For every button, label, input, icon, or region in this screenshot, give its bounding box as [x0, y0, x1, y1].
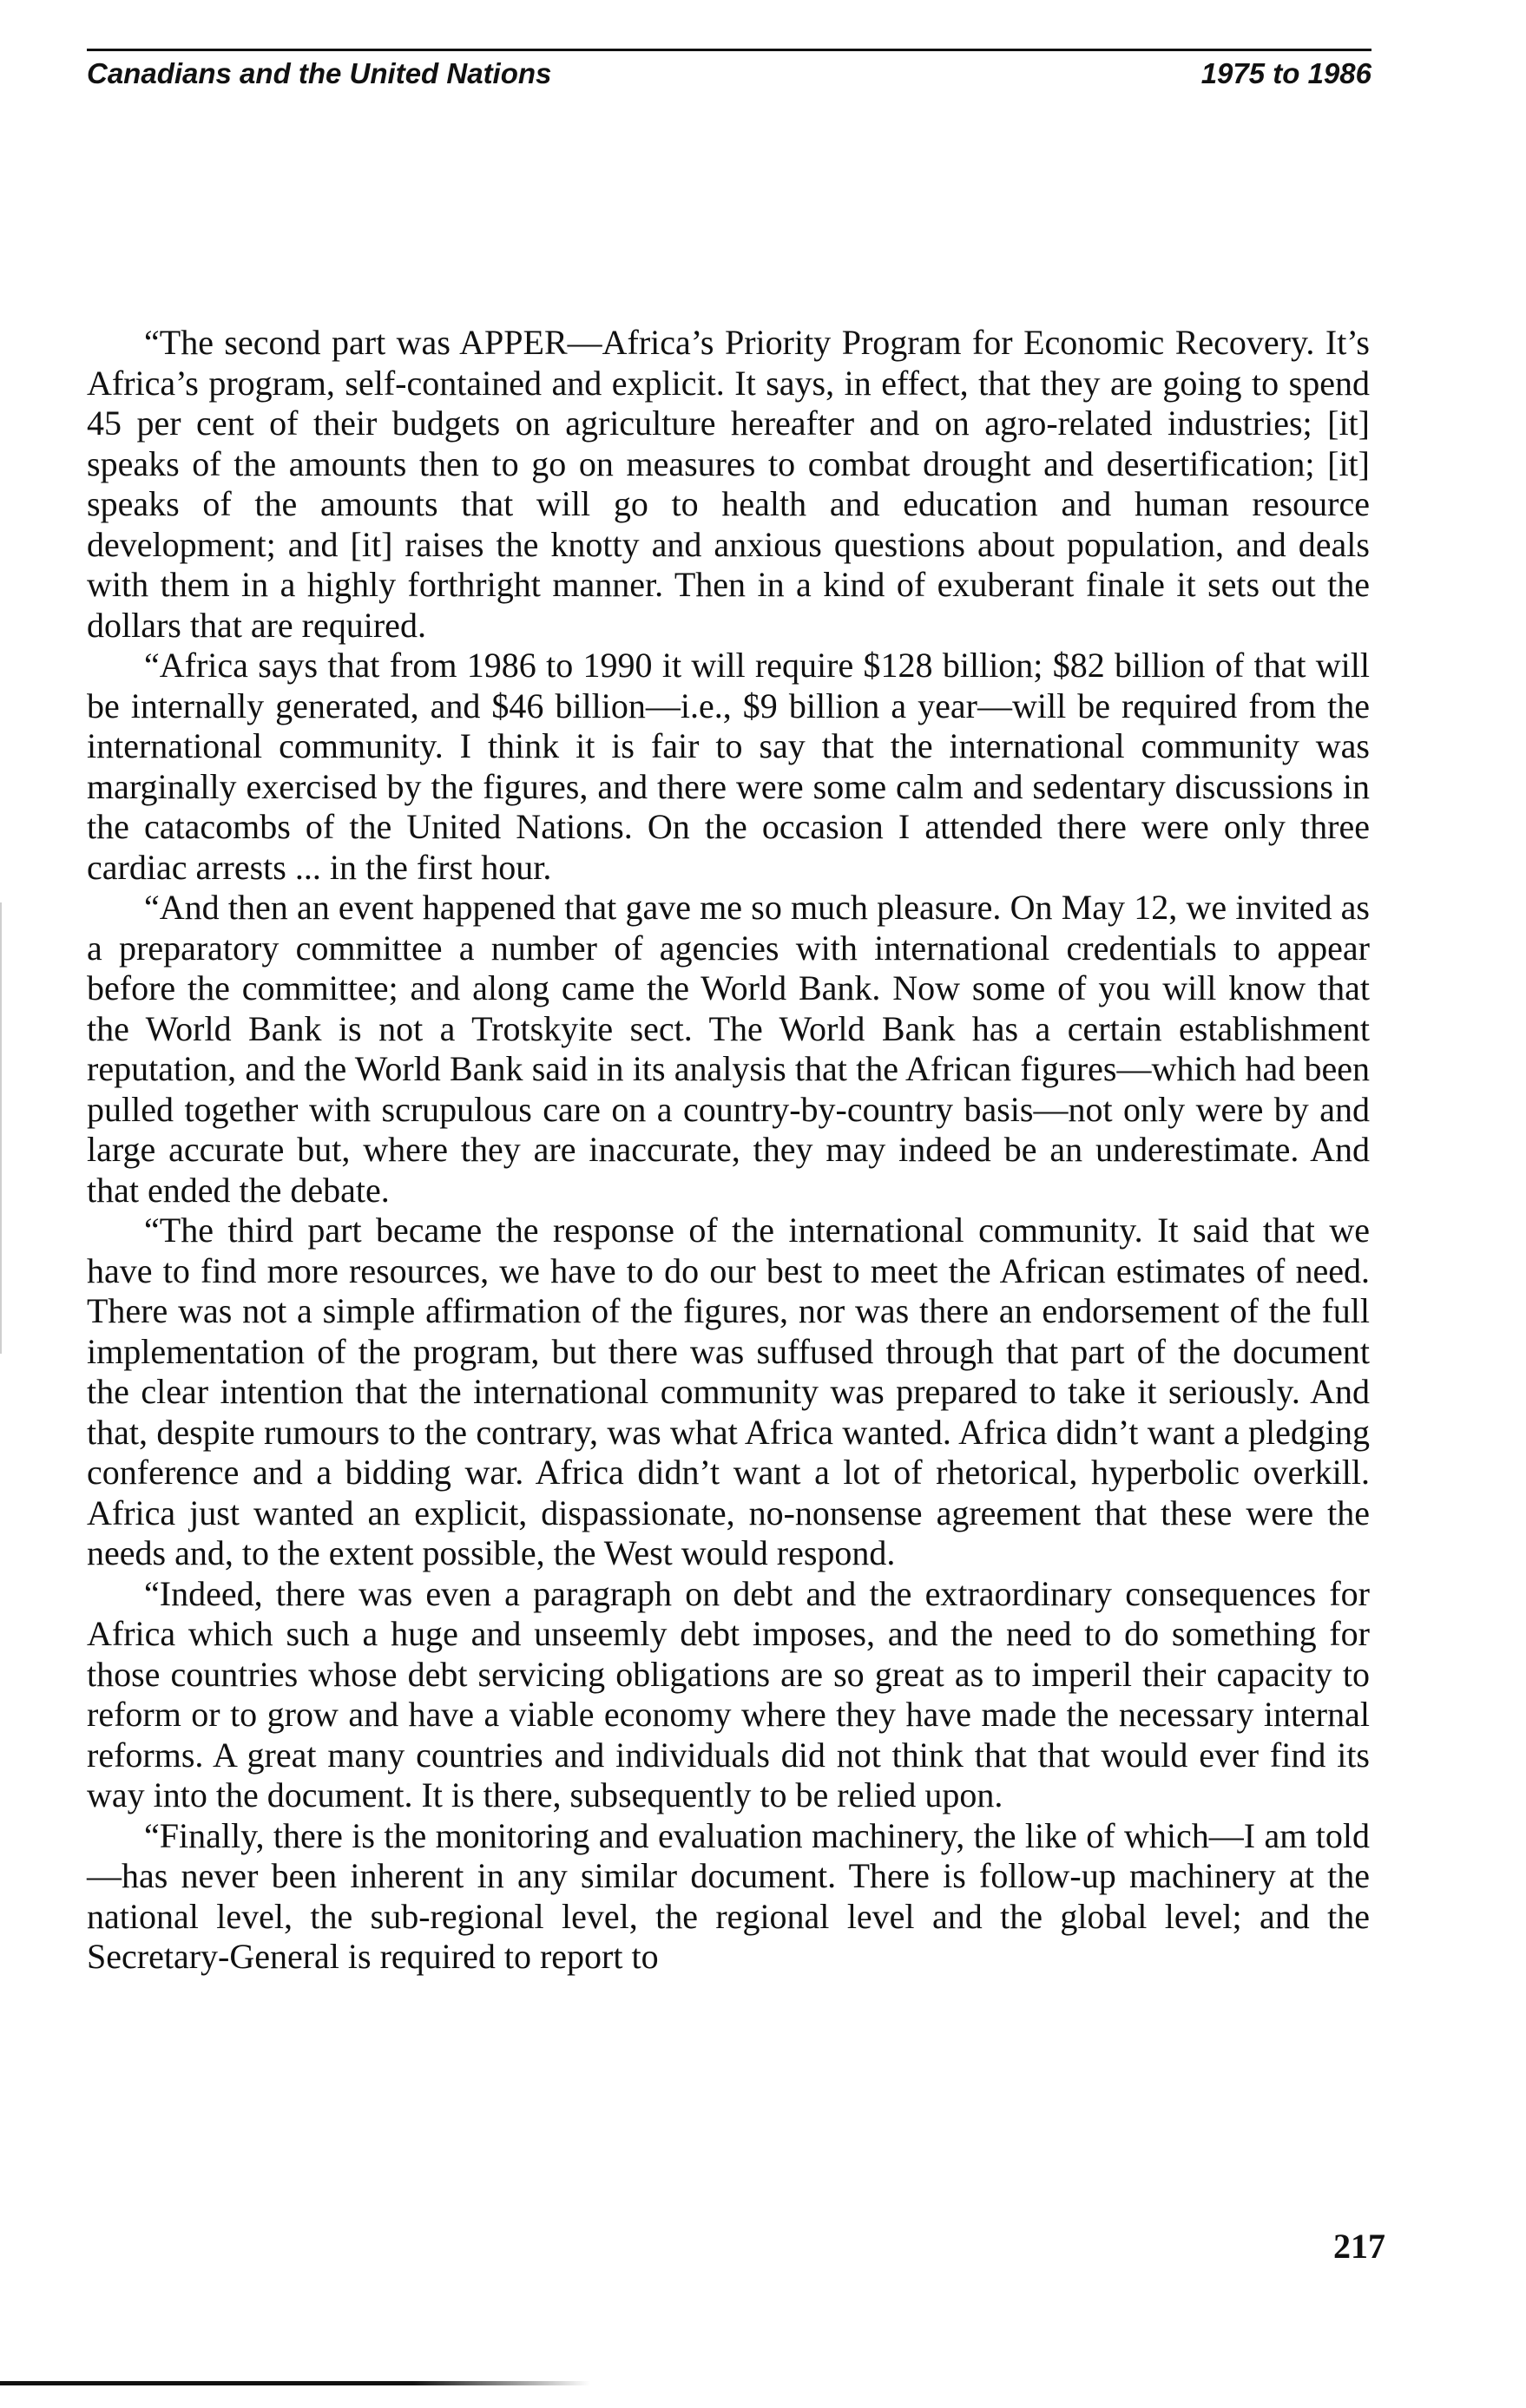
running-header — [87, 49, 1371, 95]
paragraph-apper: “The second part was APPER—Africa’s Priority Program for Economic Recovery. It’s Africa’s program, self-contained and explicit. It says, in effect, that they are going to spend 45 per cent of their budgets on agriculture hereafter and on agro-related industries; [it] speaks of the amounts then to go on measures to combat drought and desertification; [it] speaks of the amounts that will go to health and education and human resource development; and [it] raises the knotty and anxious questions about population, and deals with them in a highly forthright manner. Then in a kind of exuberant finale it sets out the dollars that are required. — [87, 323, 1370, 645]
body-text — [87, 323, 1370, 1978]
paragraph-monitoring: “Finally, there is the monitoring and evaluation machinery, the like of which—I am told—has never been inherent in any similar document. There is follow-up machinery at the national level, the sub-regional level, the regional level and the global level; and the Secretary-General is required to report to — [87, 1815, 1370, 1976]
scan-edge-mark — [0, 2381, 590, 2385]
paragraph-world-bank: “And then an event happened that gave me so much pleasure. On May 12, we invited as a preparatory committee a number of agencies with international credentials to appear before the committee; and along came the World Bank. Now some of you will know that the World Bank is not a Trotskyite sect. The World Bank has a certain establishment reputation, and the World Bank said in its analysis that the African figures—which had been pulled together with scrupulous care on a country-by-country basis—not only were by and large accurate but, where they are inaccurate, they may indeed be an underestimate. And that ended the debate. — [87, 888, 1370, 1210]
paragraph-africa-figures: “Africa says that from 1986 to 1990 it will require $128 billion; $82 billion of that will be internally generated, and $46 billion—i.e., $9 billion a year—will be required from the international community. I think it is fair to say that the international community was marginally exercised by the figures, and there were some calm and sedentary discussions in the catacombs of the United Nations. On the occasion I attended there were only three cardiac arrests ... in the first hour. — [87, 646, 1370, 887]
paragraph-debt: “Indeed, there was even a paragraph on debt and the extraordinary consequences for Africa which such a huge and unseemly debt imposes, and the need to do something for those countries whose debt servicing obligations are so great as to imperil their capacity to reform or to grow and have a viable economy where they have made the necessary internal reforms. A great many countries and individuals did not think that that would ever find its way into the document. It is there, subsequently to be relied upon. — [87, 1573, 1370, 1814]
paragraph-international-response: “The third part became the response of the international community. It said that we have to find more resources, we have to do our best to meet the African estimates of need. There was not a simple affirmation of the figures, nor was there an endorsement of the full implementation of the program, but there was suffused through that part of the document the clear intention that the international community was prepared to take it seriously. And that, despite rumours to the contrary, was what Africa wanted. Africa didn’t want a pledging conference and a bidding war. Africa didn’t want a lot of rhetorical, hyperbolic overkill. Africa just wanted an explicit, dispassionate, no-nonsense agreement that these were the needs and, to the extent possible, the West would respond. — [87, 1211, 1370, 1572]
page-number: 217 — [1333, 2227, 1385, 2266]
date-range: 1975 to 1986 — [1200, 57, 1371, 89]
book-title: Canadians and the United Nations — [87, 57, 552, 89]
scan-margin-mark — [0, 902, 2, 1354]
